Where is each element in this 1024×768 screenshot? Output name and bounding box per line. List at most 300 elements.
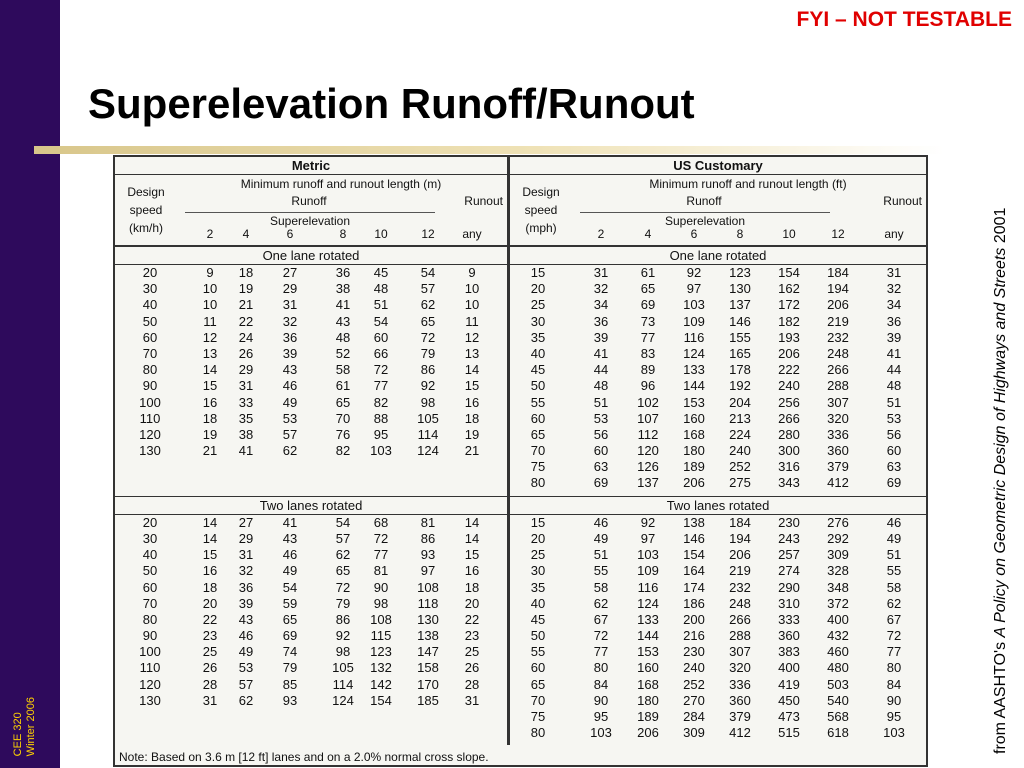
table-cell: 44 <box>593 362 609 378</box>
fyi-badge: FYI – NOT TESTABLE <box>796 8 1012 31</box>
table-cell: 18 <box>202 579 218 595</box>
table-cell: 343 <box>778 475 800 491</box>
table-cell: 379 <box>827 459 849 475</box>
table-cell: 379 <box>729 709 751 725</box>
table-row <box>115 265 507 281</box>
table-cell: 32 <box>238 563 254 579</box>
table-cell: 138 <box>417 628 439 644</box>
table-cell: 62 <box>238 692 254 708</box>
design-speed-line: speed <box>129 203 163 217</box>
table-cell: 540 <box>827 692 849 708</box>
table-row <box>115 677 507 693</box>
table-cell: 232 <box>729 579 751 595</box>
table-cell: 252 <box>683 676 705 692</box>
table-cell: 83 <box>640 345 656 361</box>
table-cell: 16 <box>464 394 480 410</box>
table-cell: 22 <box>202 611 218 627</box>
metric-panel <box>115 157 510 745</box>
table-cell: 14 <box>464 514 480 530</box>
table-cell: 109 <box>637 563 659 579</box>
table-cell: 105 <box>417 410 439 426</box>
table-cell: 55 <box>530 644 546 660</box>
table-row <box>115 395 507 411</box>
table-cell: 30 <box>530 313 546 329</box>
table-cell: 204 <box>729 394 751 410</box>
table-cell: 21 <box>238 297 254 313</box>
table-cell: 65 <box>335 394 351 410</box>
table-cell: 72 <box>335 579 351 595</box>
table-cell: 86 <box>335 611 351 627</box>
table-cell: 89 <box>640 362 656 378</box>
table-cell: 15 <box>464 547 480 563</box>
table-cell: 49 <box>282 394 298 410</box>
table-cell: 154 <box>778 265 800 280</box>
table-cell: 114 <box>332 676 354 692</box>
citation-title: A Policy on Geometric Design of Highways and Streets <box>992 247 1009 638</box>
table-cell: 46 <box>593 514 609 530</box>
runout-header: Runout <box>883 194 922 208</box>
table-row <box>115 515 507 531</box>
table-cell: 55 <box>530 394 546 410</box>
table-cell: 160 <box>683 410 705 426</box>
table-cell: 32 <box>282 313 298 329</box>
table-cell: 29 <box>282 281 298 297</box>
table-cell: 307 <box>827 394 849 410</box>
table-cell: 62 <box>593 595 609 611</box>
table-cell: 15 <box>202 547 218 563</box>
table-cell: 60 <box>593 443 609 459</box>
table-row <box>115 281 507 297</box>
table-cell: 200 <box>683 611 705 627</box>
table-cell: 132 <box>370 660 392 676</box>
table-cell: 20 <box>142 265 158 280</box>
table-row <box>510 297 926 313</box>
table-note: Note: Based on 3.6 m [12 ft] lanes and on a 2.0% normal cross slope. <box>119 750 489 764</box>
table-cell: 98 <box>373 595 389 611</box>
table-cell: 155 <box>729 329 751 345</box>
runoff-table-image <box>113 155 928 767</box>
table-cell: 22 <box>238 313 254 329</box>
table-cell: 84 <box>593 676 609 692</box>
table-cell: 77 <box>373 378 389 394</box>
table-cell: 174 <box>683 579 705 595</box>
table-cell: 21 <box>464 443 480 459</box>
table-cell: 154 <box>683 547 705 563</box>
table-cell: 72 <box>373 362 389 378</box>
table-row <box>115 427 507 443</box>
table-cell: 130 <box>139 692 161 708</box>
table-cell: 36 <box>335 265 351 280</box>
design-speed-line: (km/h) <box>129 221 163 235</box>
table-cell: 82 <box>373 394 389 410</box>
table-cell: 206 <box>778 345 800 361</box>
table-cell: 123 <box>729 265 751 280</box>
runoff-header: Runoff <box>686 194 722 208</box>
table-cell: 11 <box>203 313 217 329</box>
title-underline <box>34 146 944 154</box>
table-cell: 178 <box>729 362 751 378</box>
table-cell: 69 <box>886 475 902 491</box>
column-label: 2 <box>597 227 605 241</box>
table-cell: 144 <box>637 628 659 644</box>
table-cell: 80 <box>142 611 158 627</box>
table-cell: 46 <box>238 628 254 644</box>
table-cell: 58 <box>335 362 351 378</box>
table-cell: 224 <box>729 426 751 442</box>
table-cell: 153 <box>637 644 659 660</box>
table-cell: 206 <box>637 725 659 741</box>
table-cell: 147 <box>417 644 439 660</box>
table-row <box>115 443 507 459</box>
table-cell: 16 <box>202 394 218 410</box>
table-cell: 65 <box>282 611 298 627</box>
table-cell: 20 <box>142 514 158 530</box>
table-cell: 206 <box>827 297 849 313</box>
table-cell: 65 <box>420 313 436 329</box>
table-row <box>510 411 926 427</box>
min-length-header: Minimum runoff and runout length (ft) <box>649 177 847 191</box>
table-row <box>510 346 926 362</box>
table-cell: 50 <box>142 313 158 329</box>
table-cell: 9 <box>468 265 476 280</box>
table-cell: 67 <box>593 611 609 627</box>
table-cell: 320 <box>827 410 849 426</box>
table-row <box>510 644 926 660</box>
table-cell: 44 <box>886 362 902 378</box>
table-cell: 95 <box>886 709 902 725</box>
table-row <box>115 660 507 676</box>
column-header <box>115 175 507 246</box>
table-cell: 232 <box>827 329 849 345</box>
table-cell: 97 <box>420 563 436 579</box>
table-cell: 57 <box>420 281 436 297</box>
table-cell: 372 <box>827 595 849 611</box>
table-cell: 103 <box>590 725 612 741</box>
table-cell: 65 <box>530 426 546 442</box>
table-cell: 27 <box>282 265 298 280</box>
table-cell: 27 <box>238 514 254 530</box>
column-label: 8 <box>736 227 744 241</box>
table-cell: 180 <box>683 443 705 459</box>
table-cell: 49 <box>593 530 609 546</box>
table-cell: 20 <box>530 530 546 546</box>
table-cell: 19 <box>202 426 218 442</box>
section-heading: One lane rotated <box>510 246 926 265</box>
section-rows <box>115 265 507 496</box>
table-cell: 130 <box>729 281 751 297</box>
table-cell: 16 <box>202 563 218 579</box>
table-cell: 15 <box>530 514 546 530</box>
table-cell: 60 <box>530 660 546 676</box>
table-cell: 24 <box>238 329 254 345</box>
table-cell: 22 <box>464 611 480 627</box>
column-label: 12 <box>421 227 435 241</box>
table-cell: 9 <box>206 265 214 280</box>
source-citation <box>992 74 1010 754</box>
table-row <box>115 563 507 579</box>
table-cell: 172 <box>778 297 800 313</box>
table-cell: 26 <box>202 660 218 676</box>
table-cell: 31 <box>238 378 254 394</box>
table-cell: 568 <box>827 709 849 725</box>
table-cell: 41 <box>886 345 902 361</box>
table-cell: 133 <box>637 611 659 627</box>
table-cell: 29 <box>238 362 254 378</box>
table-cell: 219 <box>827 313 849 329</box>
table-cell: 61 <box>640 265 656 280</box>
table-cell: 189 <box>637 709 659 725</box>
table-cell: 270 <box>683 692 705 708</box>
design-speed-line: Design <box>127 185 165 199</box>
table-cell: 95 <box>593 709 609 725</box>
table-cell: 336 <box>729 676 751 692</box>
table-cell: 165 <box>729 345 751 361</box>
table-cell: 248 <box>729 595 751 611</box>
table-row <box>115 596 507 612</box>
table-row <box>510 330 926 346</box>
table-cell: 25 <box>530 547 546 563</box>
table-cell: 98 <box>335 644 351 660</box>
table-cell: 115 <box>370 628 392 644</box>
table-cell: 39 <box>593 329 609 345</box>
table-cell: 53 <box>886 410 902 426</box>
table-row <box>115 411 507 427</box>
table-cell: 133 <box>683 362 705 378</box>
table-cell: 26 <box>464 660 480 676</box>
table-cell: 146 <box>729 313 751 329</box>
table-row <box>510 709 926 725</box>
table-cell: 11 <box>465 313 479 329</box>
panel-heading: US Customary <box>510 157 926 175</box>
table-cell: 43 <box>335 313 351 329</box>
table-cell: 77 <box>640 329 656 345</box>
table-cell: 243 <box>778 530 800 546</box>
table-cell: 12 <box>202 329 218 345</box>
table-cell: 92 <box>420 378 436 394</box>
table-cell: 46 <box>282 378 298 394</box>
table-cell: 13 <box>464 345 480 361</box>
table-cell: 60 <box>886 443 902 459</box>
table-cell: 10 <box>464 281 480 297</box>
table-cell: 182 <box>778 313 800 329</box>
table-row <box>115 531 507 547</box>
table-cell: 97 <box>686 281 702 297</box>
table-cell: 84 <box>886 676 902 692</box>
column-label: 2 <box>206 227 214 241</box>
table-row <box>510 281 926 297</box>
table-cell: 189 <box>683 459 705 475</box>
table-row <box>115 693 507 709</box>
table-row <box>115 628 507 644</box>
table-row <box>510 314 926 330</box>
table-row <box>510 515 926 531</box>
table-cell: 142 <box>370 676 392 692</box>
table-cell: 144 <box>683 378 705 394</box>
table-cell: 288 <box>827 378 849 394</box>
table-cell: 55 <box>886 563 902 579</box>
table-cell: 62 <box>420 297 436 313</box>
table-cell: 360 <box>827 443 849 459</box>
table-row <box>510 362 926 378</box>
table-cell: 86 <box>420 530 436 546</box>
table-cell: 30 <box>142 530 158 546</box>
table-cell: 41 <box>238 443 254 459</box>
table-cell: 79 <box>282 660 298 676</box>
table-row <box>510 580 926 596</box>
table-cell: 90 <box>142 378 158 394</box>
table-cell: 116 <box>683 329 705 345</box>
table-cell: 19 <box>238 281 254 297</box>
table-cell: 81 <box>420 514 436 530</box>
table-cell: 14 <box>202 530 218 546</box>
table-cell: 62 <box>335 547 351 563</box>
table-cell: 14 <box>202 514 218 530</box>
table-cell: 33 <box>238 394 254 410</box>
table-cell: 240 <box>683 660 705 676</box>
table-cell: 72 <box>420 329 436 345</box>
table-cell: 31 <box>282 297 298 313</box>
table-cell: 65 <box>335 563 351 579</box>
table-cell: 98 <box>420 394 436 410</box>
table-cell: 65 <box>640 281 656 297</box>
column-label: 6 <box>690 227 698 241</box>
table-cell: 48 <box>886 378 902 394</box>
table-cell: 40 <box>530 345 546 361</box>
table-cell: 137 <box>637 475 659 491</box>
table-cell: 309 <box>827 547 849 563</box>
table-cell: 50 <box>142 563 158 579</box>
min-length-header: Minimum runoff and runout length (m) <box>240 177 442 191</box>
table-row <box>510 563 926 579</box>
table-cell: 284 <box>683 709 705 725</box>
section-rows <box>115 515 507 746</box>
table-cell: 28 <box>202 676 218 692</box>
table-cell: 85 <box>282 676 298 692</box>
table-cell: 120 <box>637 443 659 459</box>
column-header <box>510 175 926 246</box>
table-row <box>510 693 926 709</box>
table-cell: 110 <box>139 410 161 426</box>
table-cell: 18 <box>238 265 254 280</box>
table-cell: 12 <box>464 329 480 345</box>
table-cell: 53 <box>238 660 254 676</box>
table-cell: 360 <box>778 628 800 644</box>
table-cell: 51 <box>593 547 609 563</box>
table-cell: 95 <box>373 426 389 442</box>
section-heading: Two lanes rotated <box>510 496 926 515</box>
table-cell: 240 <box>729 443 751 459</box>
table-cell: 184 <box>729 514 751 530</box>
table-cell: 230 <box>683 644 705 660</box>
superelevation-columns <box>510 227 926 243</box>
table-cell: 618 <box>827 725 849 741</box>
runout-header: Runout <box>464 194 503 208</box>
table-cell: 503 <box>827 676 849 692</box>
table-cell: 252 <box>729 459 751 475</box>
table-cell: 276 <box>827 514 849 530</box>
table-cell: 31 <box>886 265 902 280</box>
table-cell: 70 <box>335 410 351 426</box>
superelevation-header: Superelevation <box>185 212 435 228</box>
table-cell: 280 <box>778 426 800 442</box>
table-cell: 26 <box>238 345 254 361</box>
table-cell: 90 <box>886 692 902 708</box>
table-row <box>510 459 926 475</box>
table-cell: 20 <box>464 595 480 611</box>
superelevation-columns <box>115 227 507 243</box>
table-cell: 52 <box>335 345 351 361</box>
table-cell: 73 <box>640 313 656 329</box>
table-cell: 41 <box>593 345 609 361</box>
table-cell: 49 <box>238 644 254 660</box>
table-cell: 56 <box>593 426 609 442</box>
table-cell: 67 <box>886 611 902 627</box>
table-cell: 256 <box>778 394 800 410</box>
table-cell: 81 <box>373 563 389 579</box>
table-cell: 450 <box>778 692 800 708</box>
table-cell: 39 <box>886 329 902 345</box>
table-cell: 43 <box>282 530 298 546</box>
table-cell: 90 <box>142 628 158 644</box>
table-cell: 32 <box>886 281 902 297</box>
table-cell: 40 <box>142 297 158 313</box>
table-row <box>115 547 507 563</box>
table-row <box>510 378 926 394</box>
table-cell: 90 <box>593 692 609 708</box>
table-cell: 36 <box>238 579 254 595</box>
table-cell: 41 <box>335 297 351 313</box>
table-cell: 69 <box>593 475 609 491</box>
table-cell: 70 <box>142 345 158 361</box>
table-cell: 126 <box>637 459 659 475</box>
table-cell: 194 <box>827 281 849 297</box>
table-cell: 206 <box>729 547 751 563</box>
table-cell: 432 <box>827 628 849 644</box>
table-row <box>115 378 507 394</box>
table-cell: 107 <box>637 410 659 426</box>
us-customary-panel <box>510 157 926 745</box>
table-cell: 18 <box>202 410 218 426</box>
superelevation-header: Superelevation <box>580 212 830 228</box>
table-cell: 219 <box>729 563 751 579</box>
column-label: 10 <box>374 227 388 241</box>
table-cell: 40 <box>530 595 546 611</box>
table-cell: 41 <box>282 514 298 530</box>
table-cell: 63 <box>886 459 902 475</box>
table-cell: 460 <box>827 644 849 660</box>
table-cell: 57 <box>282 426 298 442</box>
table-cell: 48 <box>593 378 609 394</box>
table-cell: 77 <box>593 644 609 660</box>
table-cell: 49 <box>282 563 298 579</box>
table-cell: 348 <box>827 579 849 595</box>
table-cell: 266 <box>778 410 800 426</box>
table-cell: 18 <box>464 579 480 595</box>
table-cell: 92 <box>335 628 351 644</box>
table-cell: 35 <box>238 410 254 426</box>
table-cell: 164 <box>683 563 705 579</box>
table-cell: 80 <box>530 475 546 491</box>
table-cell: 124 <box>332 692 354 708</box>
table-cell: 300 <box>778 443 800 459</box>
table-cell: 31 <box>464 692 480 708</box>
table-cell: 10 <box>202 297 218 313</box>
table-row <box>510 660 926 676</box>
table-row <box>115 362 507 378</box>
table-cell: 10 <box>464 297 480 313</box>
table-cell: 80 <box>593 660 609 676</box>
table-cell: 108 <box>417 579 439 595</box>
